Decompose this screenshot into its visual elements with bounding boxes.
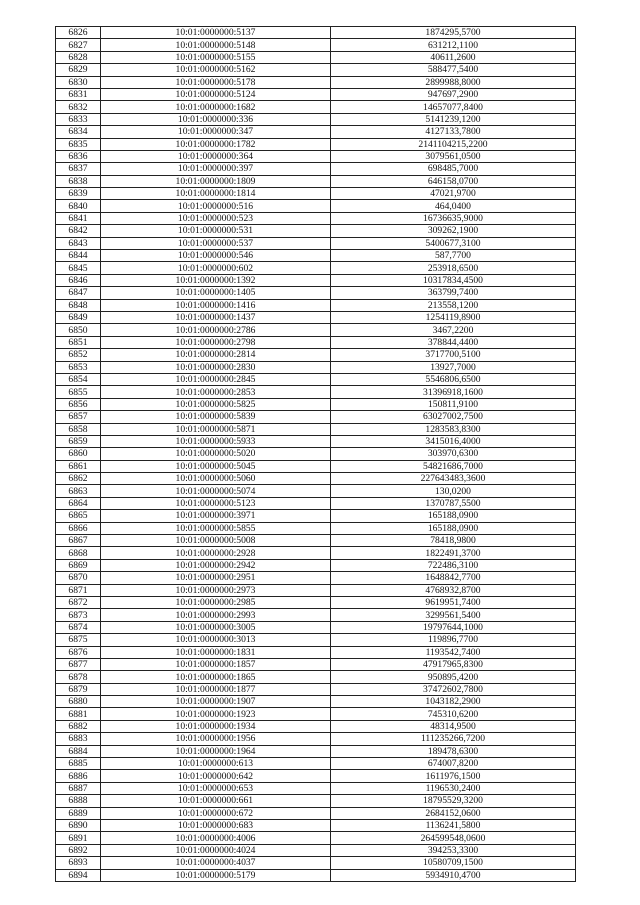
table-row	[56, 200, 576, 212]
row-number-cell: 6829	[56, 64, 101, 76]
cadastral-number-cell: 10:01:0000000:531	[101, 225, 331, 237]
cadastral-number-cell: 10:01:0000000:3971	[101, 510, 331, 522]
row-number-cell: 6863	[56, 485, 101, 497]
cadastral-number-cell: 10:01:0000000:1682	[101, 101, 331, 113]
row-number-cell: 6828	[56, 51, 101, 63]
amount-cell: 588477,5400	[331, 64, 576, 76]
cadastral-number-cell: 10:01:0000000:2814	[101, 349, 331, 361]
amount-cell: 10317834,4500	[331, 274, 576, 286]
row-number-cell: 6875	[56, 634, 101, 646]
amount-cell: 253918,6500	[331, 262, 576, 274]
row-number-cell: 6862	[56, 473, 101, 485]
table-row	[56, 39, 576, 51]
cadastral-number-cell: 10:01:0000000:2993	[101, 609, 331, 621]
table-row	[56, 770, 576, 782]
table-row	[56, 634, 576, 646]
table-row	[56, 386, 576, 398]
table-row	[56, 535, 576, 547]
cadastral-number-cell: 10:01:0000000:2973	[101, 584, 331, 596]
amount-cell: 3717700,5100	[331, 349, 576, 361]
table-row	[56, 88, 576, 100]
amount-cell: 3079561,0500	[331, 150, 576, 162]
amount-cell: 40611,2600	[331, 51, 576, 63]
amount-cell: 1196530,2400	[331, 782, 576, 794]
amount-cell: 5141239,1200	[331, 113, 576, 125]
cadastral-number-cell: 10:01:0000000:3005	[101, 621, 331, 633]
row-number-cell: 6853	[56, 361, 101, 373]
cadastral-number-cell: 10:01:0000000:5178	[101, 76, 331, 88]
cadastral-number-cell: 10:01:0000000:1437	[101, 311, 331, 323]
amount-cell: 213558,1200	[331, 299, 576, 311]
cadastral-number-cell: 10:01:0000000:672	[101, 807, 331, 819]
amount-cell: 1370787,5500	[331, 497, 576, 509]
table-row	[56, 423, 576, 435]
row-number-cell: 6838	[56, 175, 101, 187]
table-row	[56, 621, 576, 633]
table-row	[56, 609, 576, 621]
row-number-cell: 6877	[56, 658, 101, 670]
cadastral-number-cell: 10:01:0000000:347	[101, 126, 331, 138]
amount-cell: 363799,7400	[331, 287, 576, 299]
table-row	[56, 720, 576, 732]
cadastral-number-cell: 10:01:0000000:546	[101, 250, 331, 262]
amount-cell: 150811,9100	[331, 398, 576, 410]
cadastral-number-cell: 10:01:0000000:5124	[101, 88, 331, 100]
table-row	[56, 299, 576, 311]
row-number-cell: 6883	[56, 733, 101, 745]
row-number-cell: 6861	[56, 460, 101, 472]
cadastral-number-cell: 10:01:0000000:2985	[101, 596, 331, 608]
amount-cell: 1136241,5800	[331, 820, 576, 832]
table-row	[56, 646, 576, 658]
amount-cell: 119896,7700	[331, 634, 576, 646]
row-number-cell: 6880	[56, 696, 101, 708]
row-number-cell: 6894	[56, 869, 101, 881]
row-number-cell: 6860	[56, 448, 101, 460]
cadastral-number-cell: 10:01:0000000:5137	[101, 27, 331, 39]
cadastral-number-cell: 10:01:0000000:5871	[101, 423, 331, 435]
cadastral-number-cell: 10:01:0000000:523	[101, 212, 331, 224]
table-row	[56, 683, 576, 695]
cadastral-number-cell: 10:01:0000000:3013	[101, 634, 331, 646]
cadastral-number-cell: 10:01:0000000:1964	[101, 745, 331, 757]
table-row	[56, 658, 576, 670]
row-number-cell: 6868	[56, 547, 101, 559]
amount-cell: 130,0200	[331, 485, 576, 497]
row-number-cell: 6858	[56, 423, 101, 435]
cadastral-number-cell: 10:01:0000000:5179	[101, 869, 331, 881]
amount-cell: 54821686,7000	[331, 460, 576, 472]
table-row	[56, 522, 576, 534]
table-row	[56, 733, 576, 745]
amount-cell: 5546806,6500	[331, 373, 576, 385]
table-row	[56, 844, 576, 856]
amount-cell: 950895,4200	[331, 671, 576, 683]
amount-cell: 14657077,8400	[331, 101, 576, 113]
amount-cell: 78418,9800	[331, 535, 576, 547]
amount-cell: 165188,0900	[331, 522, 576, 534]
table-row	[56, 547, 576, 559]
amount-cell: 1822491,3700	[331, 547, 576, 559]
amount-cell: 9619951,7400	[331, 596, 576, 608]
table-row	[56, 485, 576, 497]
amount-cell: 722486,3100	[331, 559, 576, 571]
table-row	[56, 274, 576, 286]
amount-cell: 3467,2200	[331, 324, 576, 336]
table-row	[56, 101, 576, 113]
data-table	[55, 26, 576, 882]
row-number-cell: 6840	[56, 200, 101, 212]
amount-cell: 31396918,1600	[331, 386, 576, 398]
row-number-cell: 6873	[56, 609, 101, 621]
amount-cell: 4127133,7800	[331, 126, 576, 138]
row-number-cell: 6839	[56, 188, 101, 200]
amount-cell: 674007,8200	[331, 758, 576, 770]
cadastral-number-cell: 10:01:0000000:1392	[101, 274, 331, 286]
cadastral-number-cell: 10:01:0000000:5839	[101, 411, 331, 423]
amount-cell: 16736635,9000	[331, 212, 576, 224]
cadastral-number-cell: 10:01:0000000:5825	[101, 398, 331, 410]
cadastral-number-cell: 10:01:0000000:5933	[101, 435, 331, 447]
cadastral-number-cell: 10:01:0000000:1934	[101, 720, 331, 732]
cadastral-number-cell: 10:01:0000000:2786	[101, 324, 331, 336]
cadastral-number-cell: 10:01:0000000:4006	[101, 832, 331, 844]
cadastral-number-cell: 10:01:0000000:336	[101, 113, 331, 125]
amount-cell: 2684152,0600	[331, 807, 576, 819]
row-number-cell: 6831	[56, 88, 101, 100]
table-row	[56, 559, 576, 571]
cadastral-number-cell: 10:01:0000000:1877	[101, 683, 331, 695]
row-number-cell: 6834	[56, 126, 101, 138]
cadastral-number-cell: 10:01:0000000:661	[101, 795, 331, 807]
amount-cell: 1648842,7700	[331, 572, 576, 584]
table-row	[56, 138, 576, 150]
amount-cell: 631212,1100	[331, 39, 576, 51]
row-number-cell: 6826	[56, 27, 101, 39]
row-number-cell: 6891	[56, 832, 101, 844]
row-number-cell: 6849	[56, 311, 101, 323]
table-row	[56, 448, 576, 460]
row-number-cell: 6836	[56, 150, 101, 162]
cadastral-number-cell: 10:01:0000000:1814	[101, 188, 331, 200]
table-row	[56, 696, 576, 708]
table-row	[56, 113, 576, 125]
row-number-cell: 6850	[56, 324, 101, 336]
row-number-cell: 6854	[56, 373, 101, 385]
cadastral-number-cell: 10:01:0000000:1865	[101, 671, 331, 683]
row-number-cell: 6832	[56, 101, 101, 113]
amount-cell: 111235266,7200	[331, 733, 576, 745]
row-number-cell: 6843	[56, 237, 101, 249]
cadastral-number-cell: 10:01:0000000:1405	[101, 287, 331, 299]
cadastral-number-cell: 10:01:0000000:5074	[101, 485, 331, 497]
table-row	[56, 237, 576, 249]
amount-cell: 646158,0700	[331, 175, 576, 187]
amount-cell: 1193542,7400	[331, 646, 576, 658]
amount-cell: 5934910,4700	[331, 869, 576, 881]
row-number-cell: 6890	[56, 820, 101, 832]
amount-cell: 2141104215,2200	[331, 138, 576, 150]
table-row	[56, 869, 576, 881]
row-number-cell: 6876	[56, 646, 101, 658]
table-row	[56, 510, 576, 522]
cadastral-number-cell: 10:01:0000000:5162	[101, 64, 331, 76]
amount-cell: 13927,7000	[331, 361, 576, 373]
cadastral-number-cell: 10:01:0000000:2951	[101, 572, 331, 584]
table-row	[56, 473, 576, 485]
table-row	[56, 758, 576, 770]
amount-cell: 394253,3300	[331, 844, 576, 856]
row-number-cell: 6844	[56, 250, 101, 262]
table-row	[56, 807, 576, 819]
cadastral-number-cell: 10:01:0000000:2853	[101, 386, 331, 398]
row-number-cell: 6827	[56, 39, 101, 51]
amount-cell: 947697,2900	[331, 88, 576, 100]
table-row	[56, 497, 576, 509]
amount-cell: 1611976,1500	[331, 770, 576, 782]
table-row	[56, 671, 576, 683]
table-row	[56, 361, 576, 373]
amount-cell: 745310,6200	[331, 708, 576, 720]
amount-cell: 47917965,8300	[331, 658, 576, 670]
row-number-cell: 6872	[56, 596, 101, 608]
row-number-cell: 6847	[56, 287, 101, 299]
table-row	[56, 262, 576, 274]
table-row	[56, 126, 576, 138]
amount-cell: 464,0400	[331, 200, 576, 212]
row-number-cell: 6835	[56, 138, 101, 150]
cadastral-number-cell: 10:01:0000000:1956	[101, 733, 331, 745]
row-number-cell: 6889	[56, 807, 101, 819]
cadastral-number-cell: 10:01:0000000:5008	[101, 535, 331, 547]
amount-cell: 5400677,3100	[331, 237, 576, 249]
amount-cell: 1043182,2900	[331, 696, 576, 708]
row-number-cell: 6878	[56, 671, 101, 683]
table-row	[56, 150, 576, 162]
amount-cell: 4768932,8700	[331, 584, 576, 596]
cadastral-number-cell: 10:01:0000000:5123	[101, 497, 331, 509]
row-number-cell: 6887	[56, 782, 101, 794]
row-number-cell: 6871	[56, 584, 101, 596]
row-number-cell: 6830	[56, 76, 101, 88]
cadastral-number-cell: 10:01:0000000:537	[101, 237, 331, 249]
table-row	[56, 76, 576, 88]
table-row	[56, 708, 576, 720]
amount-cell: 264599548,0600	[331, 832, 576, 844]
row-number-cell: 6881	[56, 708, 101, 720]
table-row	[56, 373, 576, 385]
row-number-cell: 6864	[56, 497, 101, 509]
amount-cell: 3299561,5400	[331, 609, 576, 621]
table-body	[56, 27, 576, 882]
row-number-cell: 6879	[56, 683, 101, 695]
amount-cell: 18795529,3200	[331, 795, 576, 807]
amount-cell: 3415016,4000	[331, 435, 576, 447]
amount-cell: 37472602,7800	[331, 683, 576, 695]
table-row	[56, 188, 576, 200]
amount-cell: 378844,4400	[331, 336, 576, 348]
table-row	[56, 795, 576, 807]
table-row	[56, 584, 576, 596]
table-row	[56, 27, 576, 39]
row-number-cell: 6886	[56, 770, 101, 782]
cadastral-number-cell: 10:01:0000000:2928	[101, 547, 331, 559]
cadastral-number-cell: 10:01:0000000:1907	[101, 696, 331, 708]
cadastral-number-cell: 10:01:0000000:602	[101, 262, 331, 274]
amount-cell: 189478,6300	[331, 745, 576, 757]
cadastral-number-cell: 10:01:0000000:5020	[101, 448, 331, 460]
row-number-cell: 6885	[56, 758, 101, 770]
cadastral-number-cell: 10:01:0000000:5045	[101, 460, 331, 472]
amount-cell: 698485,7000	[331, 163, 576, 175]
row-number-cell: 6848	[56, 299, 101, 311]
amount-cell: 1254119,8900	[331, 311, 576, 323]
row-number-cell: 6852	[56, 349, 101, 361]
table-row	[56, 398, 576, 410]
row-number-cell: 6882	[56, 720, 101, 732]
table-row	[56, 250, 576, 262]
table-row	[56, 820, 576, 832]
amount-cell: 47021,9700	[331, 188, 576, 200]
row-number-cell: 6888	[56, 795, 101, 807]
table-row	[56, 324, 576, 336]
table-row	[56, 64, 576, 76]
amount-cell: 48314,9500	[331, 720, 576, 732]
table-row	[56, 349, 576, 361]
amount-cell: 587,7700	[331, 250, 576, 262]
cadastral-number-cell: 10:01:0000000:2798	[101, 336, 331, 348]
row-number-cell: 6846	[56, 274, 101, 286]
cadastral-number-cell: 10:01:0000000:364	[101, 150, 331, 162]
table-row	[56, 435, 576, 447]
row-number-cell: 6851	[56, 336, 101, 348]
row-number-cell: 6870	[56, 572, 101, 584]
table-row	[56, 596, 576, 608]
row-number-cell: 6842	[56, 225, 101, 237]
cadastral-number-cell: 10:01:0000000:653	[101, 782, 331, 794]
cadastral-number-cell: 10:01:0000000:1416	[101, 299, 331, 311]
row-number-cell: 6837	[56, 163, 101, 175]
cadastral-number-cell: 10:01:0000000:2845	[101, 373, 331, 385]
amount-cell: 1283583,8300	[331, 423, 576, 435]
cadastral-number-cell: 10:01:0000000:1923	[101, 708, 331, 720]
cadastral-number-cell: 10:01:0000000:397	[101, 163, 331, 175]
table-row	[56, 163, 576, 175]
row-number-cell: 6856	[56, 398, 101, 410]
table-row	[56, 51, 576, 63]
cadastral-number-cell: 10:01:0000000:683	[101, 820, 331, 832]
table-row	[56, 745, 576, 757]
cadastral-number-cell: 10:01:0000000:5060	[101, 473, 331, 485]
row-number-cell: 6845	[56, 262, 101, 274]
cadastral-number-cell: 10:01:0000000:1782	[101, 138, 331, 150]
amount-cell: 19797644,1000	[331, 621, 576, 633]
amount-cell: 309262,1900	[331, 225, 576, 237]
amount-cell: 1874295,5700	[331, 27, 576, 39]
amount-cell: 63027002,7500	[331, 411, 576, 423]
table-row	[56, 175, 576, 187]
row-number-cell: 6857	[56, 411, 101, 423]
cadastral-number-cell: 10:01:0000000:1857	[101, 658, 331, 670]
table-row	[56, 832, 576, 844]
row-number-cell: 6892	[56, 844, 101, 856]
row-number-cell: 6893	[56, 857, 101, 869]
amount-cell: 227643483,3600	[331, 473, 576, 485]
row-number-cell: 6859	[56, 435, 101, 447]
cadastral-number-cell: 10:01:0000000:5155	[101, 51, 331, 63]
table-row	[56, 225, 576, 237]
table-row	[56, 311, 576, 323]
amount-cell: 2899988,8000	[331, 76, 576, 88]
table-row	[56, 782, 576, 794]
amount-cell: 165188,0900	[331, 510, 576, 522]
row-number-cell: 6865	[56, 510, 101, 522]
cadastral-number-cell: 10:01:0000000:1831	[101, 646, 331, 658]
amount-cell: 303970,6300	[331, 448, 576, 460]
row-number-cell: 6867	[56, 535, 101, 547]
table-row	[56, 460, 576, 472]
cadastral-number-cell: 10:01:0000000:5855	[101, 522, 331, 534]
table-row	[56, 212, 576, 224]
cadastral-number-cell: 10:01:0000000:4037	[101, 857, 331, 869]
cadastral-number-cell: 10:01:0000000:516	[101, 200, 331, 212]
row-number-cell: 6841	[56, 212, 101, 224]
row-number-cell: 6833	[56, 113, 101, 125]
table-row	[56, 411, 576, 423]
row-number-cell: 6866	[56, 522, 101, 534]
cadastral-number-cell: 10:01:0000000:5148	[101, 39, 331, 51]
table-row	[56, 572, 576, 584]
cadastral-number-cell: 10:01:0000000:4024	[101, 844, 331, 856]
row-number-cell: 6855	[56, 386, 101, 398]
table-row	[56, 336, 576, 348]
cadastral-number-cell: 10:01:0000000:2942	[101, 559, 331, 571]
amount-cell: 10580709,1500	[331, 857, 576, 869]
table-row	[56, 857, 576, 869]
cadastral-number-cell: 10:01:0000000:1809	[101, 175, 331, 187]
row-number-cell: 6869	[56, 559, 101, 571]
table-row	[56, 287, 576, 299]
cadastral-number-cell: 10:01:0000000:613	[101, 758, 331, 770]
cadastral-number-cell: 10:01:0000000:2830	[101, 361, 331, 373]
row-number-cell: 6874	[56, 621, 101, 633]
cadastral-number-cell: 10:01:0000000:642	[101, 770, 331, 782]
row-number-cell: 6884	[56, 745, 101, 757]
